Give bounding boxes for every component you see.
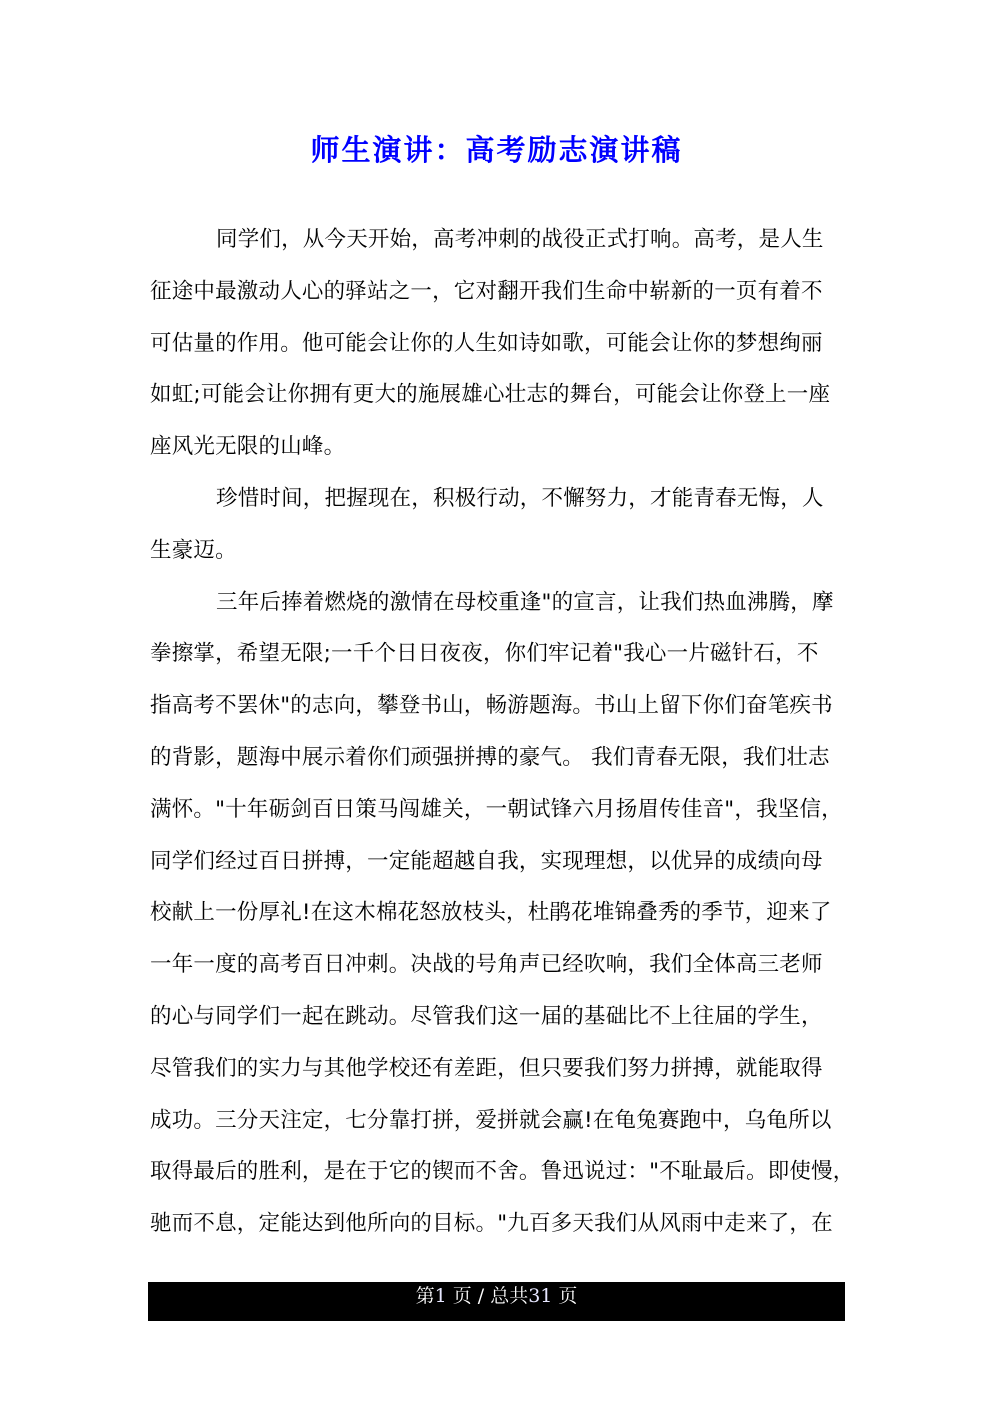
body-line: 座风光无限的山峰。	[150, 434, 346, 460]
body-line: 取得最后的胜利，是在于它的锲而不舍。鲁迅说过："不耻最后。即使慢，	[150, 1159, 855, 1185]
body-line: 校献上一份厚礼!在这木棉花怒放枝头，杜鹃花堆锦叠秀的季节，迎来了	[150, 900, 832, 926]
page-footer-bar	[148, 1282, 845, 1321]
body-line: 的背影，题海中展示着你们顽强拼搏的豪气。 我们青春无限，我们壮志	[150, 744, 830, 770]
document-title: 师生演讲：高考励志演讲稿	[310, 133, 683, 167]
body-line: 同学们经过百日拼搏，一定能超越自我，实现理想，以优异的成绩向母	[150, 848, 823, 874]
body-line: 同学们，从今天开始，高考冲刺的战役正式打响。高考，是人生	[216, 227, 824, 252]
body-line: 满怀。"十年砺剑百日策马闯雄关，一朝试锋六月扬眉传佳音"，我坚信，	[150, 796, 843, 822]
body-line: 指高考不罢休"的志向，攀登书山，畅游题海。书山上留下你们奋笔疾书	[150, 693, 833, 719]
page-prefix: 第	[415, 1285, 435, 1307]
body-line: 珍惜时间，把握现在，积极行动，不懈努力，才能青春无悔，人	[216, 485, 824, 511]
total-pages-number: 31	[528, 1285, 553, 1307]
body-line: 如虹;可能会让你拥有更大的施展雄心壮志的舞台，可能会让你登上一座	[150, 382, 831, 408]
page-indicator	[416, 1282, 578, 1310]
body-line: 生豪迈。	[150, 537, 237, 563]
body-line: 尽管我们的实力与其他学校还有差距，但只要我们努力拼搏，就能取得	[150, 1055, 823, 1081]
document-body	[150, 218, 855, 1254]
body-line: 成功。三分天注定，七分靠打拼，爱拼就会赢!在龟兔赛跑中，乌龟所以	[150, 1107, 832, 1133]
body-line: 三年后捧着燃烧的激情在母校重逢"的宣言，让我们热血沸腾，摩	[216, 589, 834, 615]
page-middle: 页 / 总共	[446, 1285, 529, 1307]
current-page-number: 1	[434, 1285, 447, 1307]
body-line: 驰而不息，定能达到他所向的目标。"九百多天我们从风雨中走来了，在	[150, 1211, 833, 1237]
body-line: 可估量的作用。他可能会让你的人生如诗如歌，可能会让你的梦想绚丽	[150, 330, 823, 356]
body-line: 一年一度的高考百日冲刺。决战的号角声已经吹响，我们全体高三老师	[150, 952, 823, 978]
body-line: 的心与同学们一起在跳动。尽管我们这一届的基础比不上往届的学生，	[150, 1003, 823, 1029]
page-suffix: 页	[552, 1285, 578, 1307]
body-line: 拳擦掌，希望无限;一千个日日夜夜，你们牢记着"我心一片磁针石，不	[150, 641, 819, 667]
body-line: 征途中最激动人心的驿站之一，它对翻开我们生命中崭新的一页有着不	[150, 278, 823, 304]
